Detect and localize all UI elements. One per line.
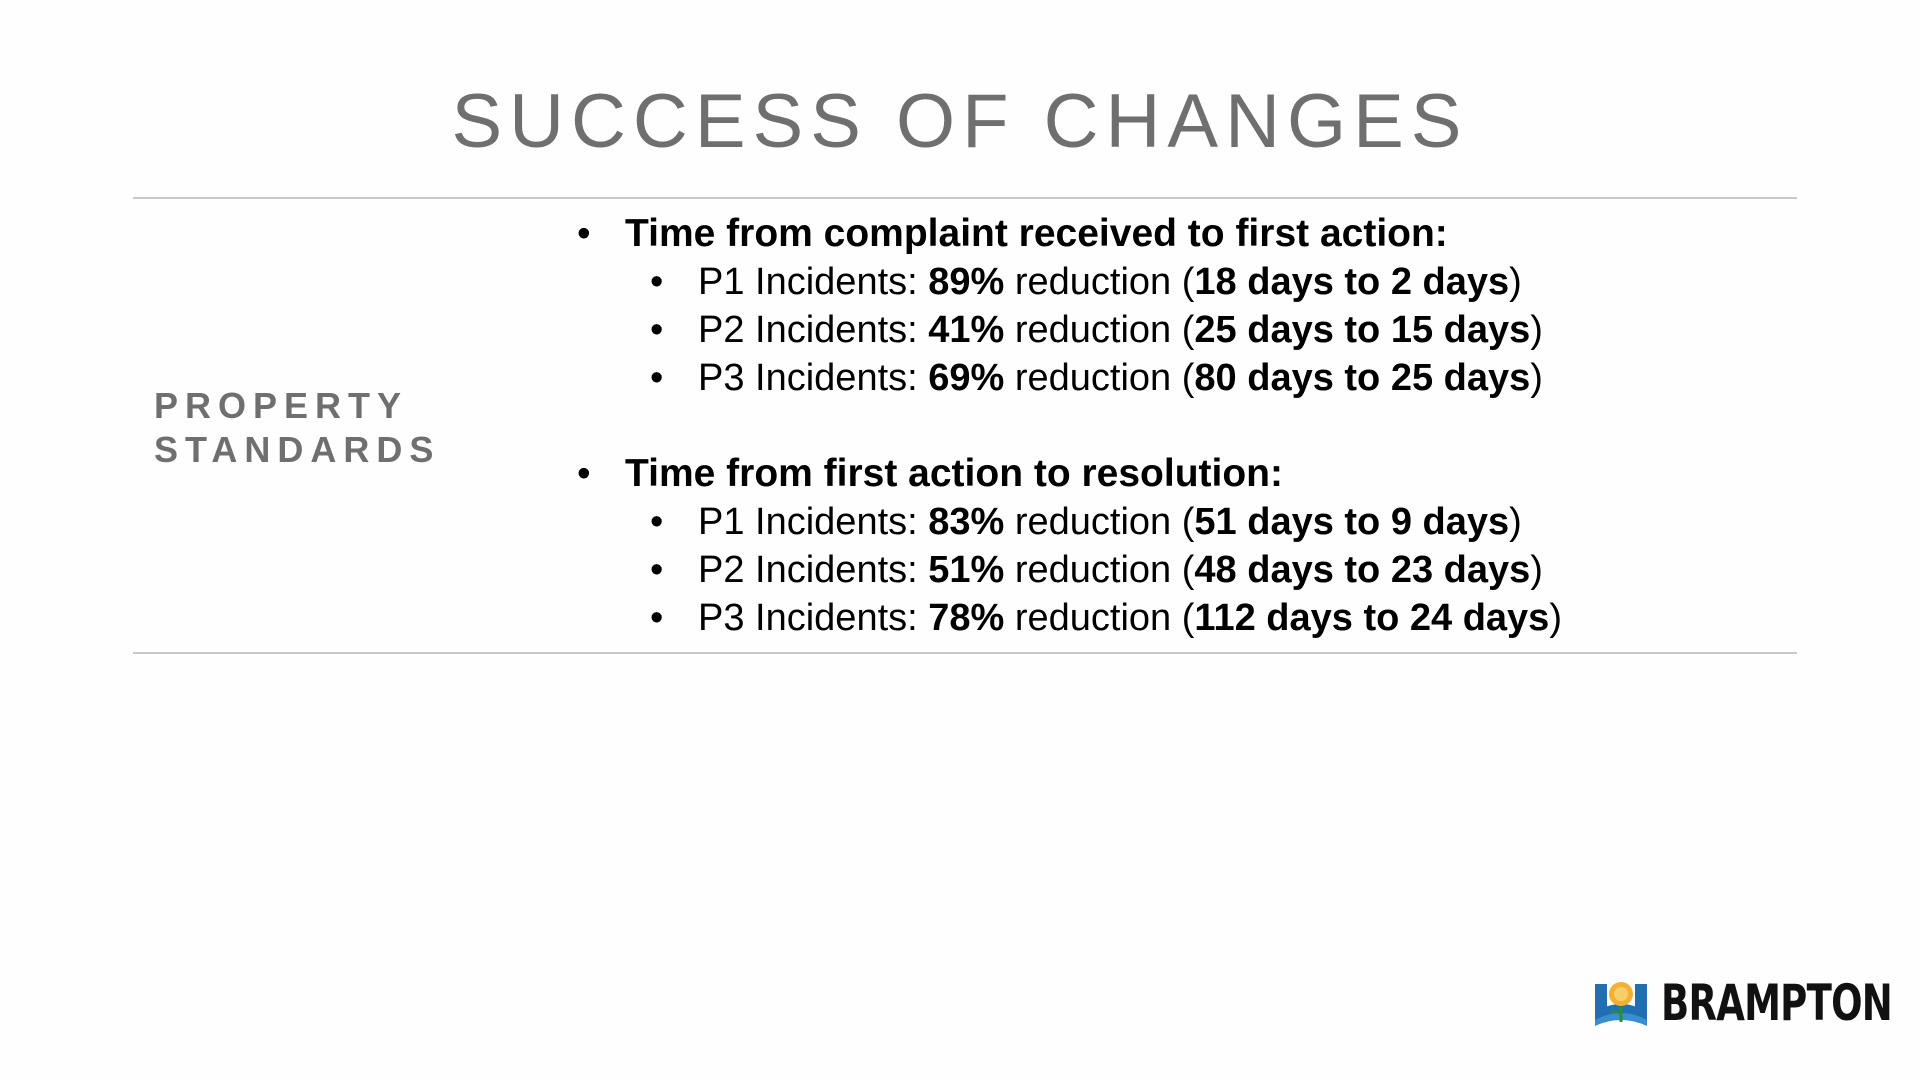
- list-item: • P1 Incidents: 89% reduction (18 days to 2 days): [575, 258, 1775, 306]
- brampton-logo: [1593, 975, 1920, 1030]
- list-item: • P3 Incidents: 78% reduction (112 days to 24 days): [575, 594, 1775, 642]
- bullet-group-2: [575, 450, 1775, 642]
- top-divider: [133, 197, 1797, 199]
- logo-text: BRAMPTON: [1661, 973, 1893, 1032]
- group-heading: • Time from complaint received to first action:: [575, 210, 1775, 258]
- page-title: SUCCESS OF CHANGES: [451, 79, 1469, 164]
- section-label-line-1: PROPERTY: [154, 385, 409, 426]
- list-item: • P2 Incidents: 41% reduction (25 days to 15 days): [575, 306, 1775, 354]
- list-item: • P3 Incidents: 69% reduction (80 days to 25 days): [575, 354, 1775, 402]
- section-label-line-2: STANDARDS: [154, 429, 441, 470]
- section-label: [154, 384, 440, 472]
- bullet-icon: •: [577, 212, 591, 255]
- bullet-icon: •: [650, 501, 664, 543]
- bullet-icon: •: [577, 452, 591, 495]
- bullet-icon: •: [650, 597, 664, 639]
- bullet-icon: •: [650, 549, 664, 591]
- bullet-content: [575, 210, 1775, 690]
- bullet-icon: •: [650, 309, 664, 351]
- bullet-group-1: [575, 210, 1775, 402]
- list-item: • P1 Incidents: 83% reduction (51 days to 9 days): [575, 498, 1775, 546]
- brampton-flower-logo-icon: [1593, 978, 1649, 1028]
- bullet-icon: •: [650, 261, 664, 303]
- group-heading: • Time from first action to resolution:: [575, 450, 1775, 498]
- bullet-icon: •: [650, 357, 664, 399]
- list-item: • P2 Incidents: 51% reduction (48 days to 23 days): [575, 546, 1775, 594]
- bottom-divider: [133, 652, 1797, 654]
